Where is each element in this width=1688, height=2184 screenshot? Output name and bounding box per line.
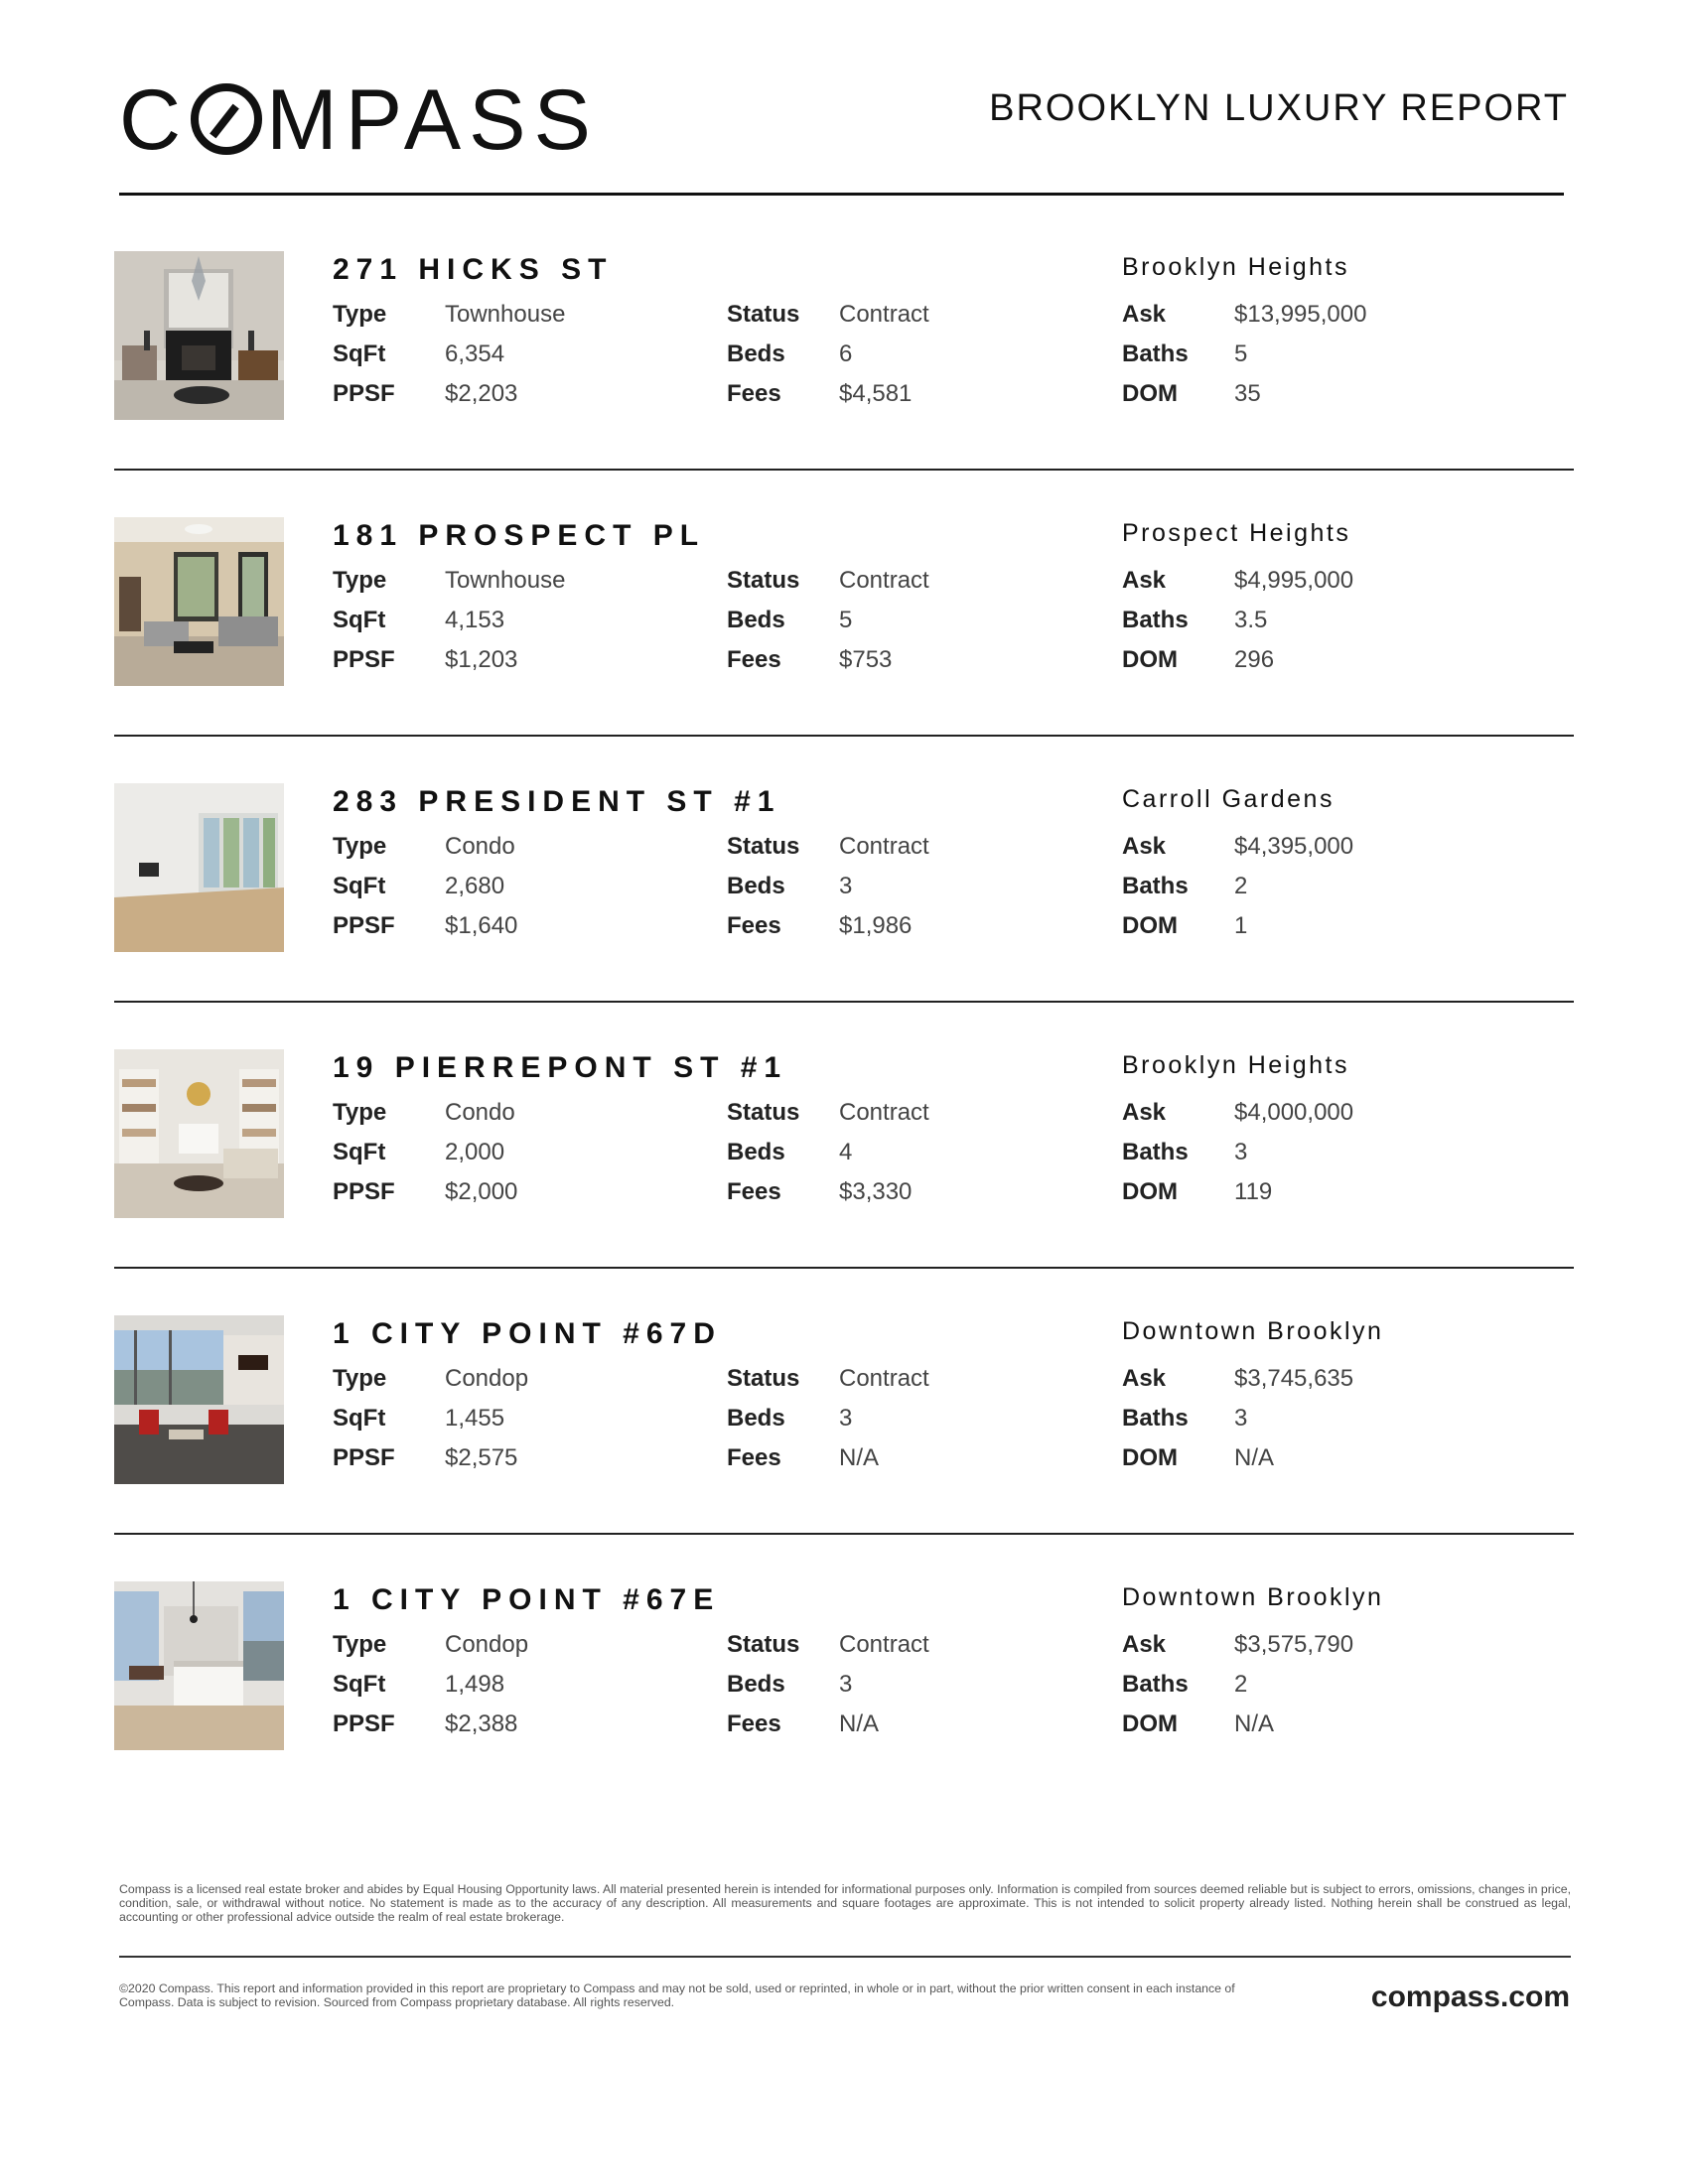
ppsf-label: PPSF	[333, 380, 395, 407]
dom-label: DOM	[1122, 912, 1178, 939]
beds-label: Beds	[727, 1671, 785, 1698]
ask-value: $3,745,635	[1234, 1365, 1354, 1392]
listing-col-1	[333, 833, 517, 952]
website-link[interactable]: compass.com	[1370, 1980, 1570, 2013]
sqft-value: 4,153	[445, 607, 505, 633]
status-label: Status	[727, 301, 800, 328]
type-value: Condo	[445, 833, 515, 860]
dom-label: DOM	[1122, 380, 1178, 407]
listing-col-2	[727, 833, 929, 952]
ppsf-label: PPSF	[333, 912, 395, 939]
sqft-value: 2,680	[445, 873, 505, 899]
type-label: Type	[333, 1631, 387, 1658]
fees-value: N/A	[839, 1710, 880, 1737]
ppsf-value: $2,575	[445, 1444, 518, 1471]
dom-value: 35	[1234, 380, 1261, 407]
listing-item	[114, 1315, 1574, 1581]
beds-value: 6	[839, 341, 853, 367]
beds-label: Beds	[727, 607, 785, 633]
sqft-value: 1,498	[445, 1671, 505, 1698]
listing-address: 1 CITY POINT #67D	[333, 1317, 722, 1350]
ppsf-label: PPSF	[333, 646, 395, 673]
footer-divider	[119, 1956, 1571, 1958]
fees-label: Fees	[727, 912, 781, 939]
listing-col-3	[1122, 1365, 1353, 1484]
compass-logo-icon	[191, 83, 262, 155]
listing-col-2	[727, 301, 929, 420]
ppsf-value: $2,000	[445, 1178, 518, 1205]
sqft-label: SqFt	[333, 1671, 386, 1698]
baths-value: 3.5	[1234, 607, 1268, 633]
legal-disclaimer: Compass is a licensed real estate broker and abides by Equal Housing Opportunity laws. All material presented herein is intended for informational purposes only. Information is compiled from sources deemed reliable but is subject to errors, omissions, changes in price, condition, sale, or withdrawal without notice. No statement is made as to the accuracy of any description. All measurements and square footages are approximate. This is not intended to solicit property already listed. Nothing herein shall be construed as legal, accounting or other professional advice outside the realm of real estate brokerage.	[119, 1882, 1571, 1924]
fees-value: $753	[839, 646, 893, 673]
listing-col-2	[727, 1631, 929, 1750]
dom-value: N/A	[1234, 1710, 1275, 1737]
listing-item	[114, 517, 1574, 783]
beds-label: Beds	[727, 873, 785, 899]
beds-value: 3	[839, 1671, 853, 1698]
type-label: Type	[333, 301, 387, 328]
sqft-value: 6,354	[445, 341, 505, 367]
baths-label: Baths	[1122, 341, 1189, 367]
type-value: Townhouse	[445, 567, 566, 594]
status-label: Status	[727, 1099, 800, 1126]
dom-value: 1	[1234, 912, 1248, 939]
listings-list	[114, 251, 1574, 1847]
status-label: Status	[727, 1631, 800, 1658]
dom-label: DOM	[1122, 1710, 1178, 1737]
baths-value: 3	[1234, 1139, 1248, 1165]
listing-address: 271 HICKS ST	[333, 253, 614, 286]
fees-value: $4,581	[839, 380, 913, 407]
fees-label: Fees	[727, 1710, 781, 1737]
ask-label: Ask	[1122, 833, 1167, 860]
sqft-value: 1,455	[445, 1405, 505, 1432]
ask-label: Ask	[1122, 1631, 1167, 1658]
listing-photo	[114, 1049, 284, 1218]
ask-label: Ask	[1122, 1099, 1167, 1126]
dom-value: 296	[1234, 646, 1275, 673]
sqft-value: 2,000	[445, 1139, 505, 1165]
sqft-label: SqFt	[333, 1405, 386, 1432]
listing-neighborhood: Downtown Brooklyn	[1122, 1317, 1384, 1345]
baths-value: 5	[1234, 341, 1248, 367]
baths-label: Baths	[1122, 1671, 1189, 1698]
beds-value: 4	[839, 1139, 853, 1165]
baths-label: Baths	[1122, 873, 1189, 899]
report-title: BROOKLYN LUXURY REPORT	[989, 87, 1569, 129]
listing-item	[114, 1581, 1574, 1847]
fees-value: $1,986	[839, 912, 913, 939]
sqft-label: SqFt	[333, 607, 386, 633]
listing-col-3	[1122, 1099, 1353, 1218]
listing-photo	[114, 1581, 284, 1750]
dom-label: DOM	[1122, 1178, 1178, 1205]
report-header	[119, 72, 1569, 168]
ask-value: $4,395,000	[1234, 833, 1354, 860]
listing-address: 283 PRESIDENT ST #1	[333, 785, 781, 818]
type-value: Condop	[445, 1631, 529, 1658]
beds-label: Beds	[727, 341, 785, 367]
status-value: Contract	[839, 567, 929, 594]
ask-label: Ask	[1122, 567, 1167, 594]
ask-value: $4,995,000	[1234, 567, 1354, 594]
listing-address: 1 CITY POINT #67E	[333, 1583, 721, 1616]
ask-value: $13,995,000	[1234, 301, 1367, 328]
ppsf-label: PPSF	[333, 1444, 395, 1471]
ask-label: Ask	[1122, 1365, 1167, 1392]
listing-neighborhood: Prospect Heights	[1122, 519, 1351, 547]
baths-value: 3	[1234, 1405, 1248, 1432]
listing-col-1	[333, 1365, 528, 1484]
dom-value: 119	[1234, 1178, 1273, 1205]
ask-label: Ask	[1122, 301, 1167, 328]
type-label: Type	[333, 567, 387, 594]
baths-label: Baths	[1122, 607, 1189, 633]
listing-item	[114, 783, 1574, 1049]
beds-value: 3	[839, 1405, 853, 1432]
listing-address: 181 PROSPECT PL	[333, 519, 706, 552]
listing-col-1	[333, 1099, 517, 1218]
status-value: Contract	[839, 1365, 929, 1392]
fees-label: Fees	[727, 1444, 781, 1471]
type-value: Townhouse	[445, 301, 566, 328]
listing-col-3	[1122, 567, 1353, 686]
copyright-notice: ©2020 Compass. This report and information provided in this report are proprietary to Compass and may not be sold, used or reprinted, in whole or in part, without the prior written consent in each instance of Compass. Data is subject to revision. Sourced from Compass proprietary database. All rights reserved.	[119, 1981, 1235, 2009]
sqft-label: SqFt	[333, 1139, 386, 1165]
fees-value: $3,330	[839, 1178, 913, 1205]
status-value: Contract	[839, 833, 929, 860]
ppsf-label: PPSF	[333, 1178, 395, 1205]
listing-photo	[114, 251, 284, 420]
listing-col-2	[727, 567, 929, 686]
compass-logo: C MPASS	[119, 72, 599, 168]
status-label: Status	[727, 567, 800, 594]
status-label: Status	[727, 1365, 800, 1392]
sqft-label: SqFt	[333, 341, 386, 367]
fees-value: N/A	[839, 1444, 880, 1471]
listing-col-1	[333, 1631, 528, 1750]
ppsf-value: $1,203	[445, 646, 518, 673]
listing-col-3	[1122, 1631, 1353, 1750]
sqft-label: SqFt	[333, 873, 386, 899]
type-label: Type	[333, 1099, 387, 1126]
status-value: Contract	[839, 1099, 929, 1126]
listing-item	[114, 1049, 1574, 1315]
listing-col-1	[333, 567, 565, 686]
fees-label: Fees	[727, 646, 781, 673]
listing-col-2	[727, 1099, 929, 1218]
listing-neighborhood: Brooklyn Heights	[1122, 253, 1349, 281]
ask-value: $3,575,790	[1234, 1631, 1354, 1658]
listing-neighborhood: Downtown Brooklyn	[1122, 1583, 1384, 1611]
listing-item	[114, 251, 1574, 517]
dom-label: DOM	[1122, 1444, 1178, 1471]
beds-label: Beds	[727, 1405, 785, 1432]
fees-label: Fees	[727, 1178, 781, 1205]
listing-photo	[114, 783, 284, 952]
ppsf-label: PPSF	[333, 1710, 395, 1737]
status-label: Status	[727, 833, 800, 860]
status-value: Contract	[839, 301, 929, 328]
listing-col-2	[727, 1365, 929, 1484]
type-value: Condop	[445, 1365, 529, 1392]
baths-value: 2	[1234, 873, 1248, 899]
fees-label: Fees	[727, 380, 781, 407]
dom-label: DOM	[1122, 646, 1178, 673]
listing-address: 19 PIERREPONT ST #1	[333, 1051, 788, 1084]
baths-value: 2	[1234, 1671, 1248, 1698]
type-value: Condo	[445, 1099, 515, 1126]
header-divider	[119, 193, 1564, 196]
baths-label: Baths	[1122, 1139, 1189, 1165]
beds-label: Beds	[727, 1139, 785, 1165]
listing-neighborhood: Carroll Gardens	[1122, 785, 1335, 813]
ppsf-value: $2,203	[445, 380, 518, 407]
ppsf-value: $2,388	[445, 1710, 518, 1737]
listing-col-3	[1122, 301, 1366, 420]
dom-value: N/A	[1234, 1444, 1275, 1471]
status-value: Contract	[839, 1631, 929, 1658]
type-label: Type	[333, 1365, 387, 1392]
beds-value: 5	[839, 607, 853, 633]
beds-value: 3	[839, 873, 853, 899]
ask-value: $4,000,000	[1234, 1099, 1354, 1126]
type-label: Type	[333, 833, 387, 860]
listing-photo	[114, 1315, 284, 1484]
listing-col-3	[1122, 833, 1353, 952]
listing-photo	[114, 517, 284, 686]
listing-neighborhood: Brooklyn Heights	[1122, 1051, 1349, 1079]
listing-col-1	[333, 301, 565, 420]
baths-label: Baths	[1122, 1405, 1189, 1432]
ppsf-value: $1,640	[445, 912, 518, 939]
